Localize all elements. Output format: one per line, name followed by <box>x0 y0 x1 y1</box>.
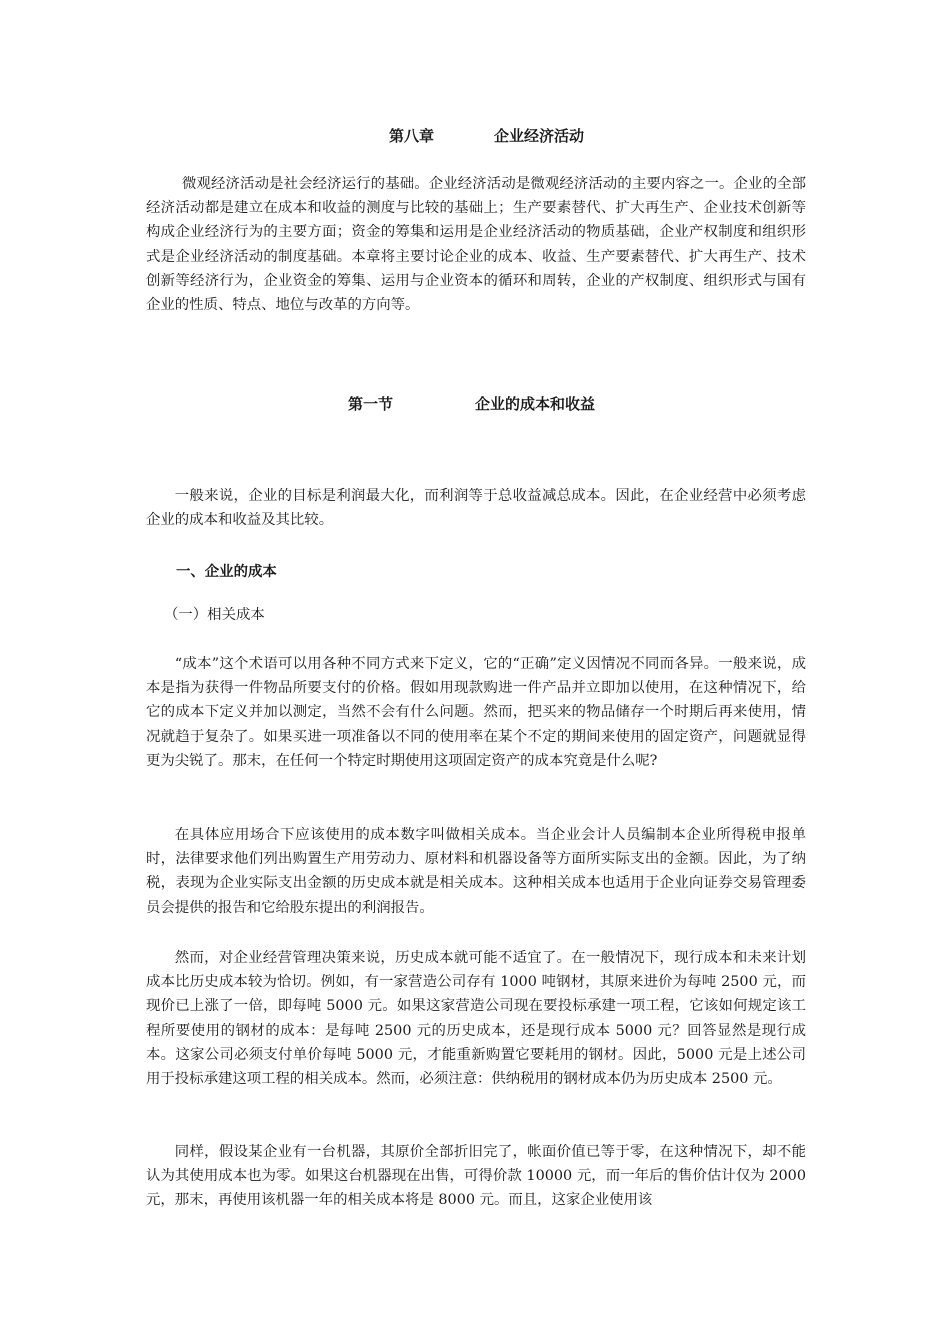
subsubsection-heading: （一）相关成本 <box>164 607 265 623</box>
body-paragraph: 同样，假设某企业有一台机器，其原价全部折旧完了，帐面价值已等于零，在这种情况下，却不能认为其使用成本也为零。如果这台机器现在出售，可得价款 10000 元，而一年后的售价估计仅为 2000 元，那末，再使用该机器一年的相关成本将是 8000 元。而且，这家企业使用该 <box>146 1144 806 1209</box>
subsection-heading: 一、企业的成本 <box>176 564 277 580</box>
section-title: 企业的成本和收益 <box>475 395 596 413</box>
body-paragraph: 在具体应用场合下应该使用的成本数字叫做相关成本。当企业会计人员编制本企业所得税申报单时，法律要求他们列出购置生产用劳动力、原材料和机器设备等方面所实际支出的金额。因此，为了纳税，表现为企业实际支出金额的历史成本就是相关成本。这种相关成本也适用于企业向证券交易管理委员会提供的报告和它给股东提出的利润报告。 <box>146 827 806 916</box>
chapter-title: 企业经济活动 <box>494 127 585 145</box>
body-paragraph: 然而，对企业经营管理决策来说，历史成本就可能不适宜了。在一般情况下，现行成本和未来计划成本比历史成本较为恰切。例如，有一家营造公司存有 1000 吨钢材，其原来进价为每吨 2500 元，而现价已上涨了一倍，即每吨 5000 元。如果这家营造公司现在要投标承建一项工程，它该如何规定该工程所要使用的钢材的成本：是每吨 2500 元的历史成本，还是现行成本 5000 元？回答显然是现行成本。这家公司必须支付单价每吨 5000 元，才能重新购置它要耗用的钢材。因此，5000 元是上述公司用于投标承建这项工程的相关成本。然而，必须注意：供纳税用的钢材成本仍为历史成本 2500 元。 <box>146 950 806 1088</box>
section-intro: 一般来说，企业的目标是利润最大化，而利润等于总收益减总成本。因此，在企业经营中必须考虑企业的成本和收益及其比较。 <box>146 488 806 529</box>
chapter-number: 第八章 <box>389 127 435 145</box>
section-number: 第一节 <box>348 395 394 413</box>
chapter-intro: 微观经济活动是社会经济运行的基础。企业经济活动是微观经济活动的主要内容之一。企业的全部经济活动都是建立在成本和收益的测度与比较的基础上；生产要素替代、扩大再生产、企业技术创新等构成企业经济行为的主要方面；资金的筹集和运用是企业经济活动的物质基础，企业产权制度和组织形式是企业经济活动的制度基础。本章将主要讨论企业的成本、收益、生产要素替代、扩大再生产、技术创新等经济行为，企业资金的筹集、运用与企业资本的循环和周转，企业的产权制度、组织形式与国有企业的性质、特点、地位与改革的方向等。 <box>146 176 806 314</box>
body-paragraph: “成本”这个术语可以用各种不同方式来下定义，它的“正确”定义因情况不同而各异。一般来说，成本是指为获得一件物品所要支付的价格。假如用现款购进一件产品并立即加以使用，在这种情况下，给它的成本下定义并加以测定，当然不会有什么问题。然而，把买来的物品储存一个时期后再来使用，情况就趋于复杂了。如果买进一项准备以不同的使用率在某个不定的期间来使用的固定资产，问题就显得更为尖锐了。那末，在任何一个特定时期使用这项固定资产的成本究竟是什么呢? <box>146 656 806 769</box>
